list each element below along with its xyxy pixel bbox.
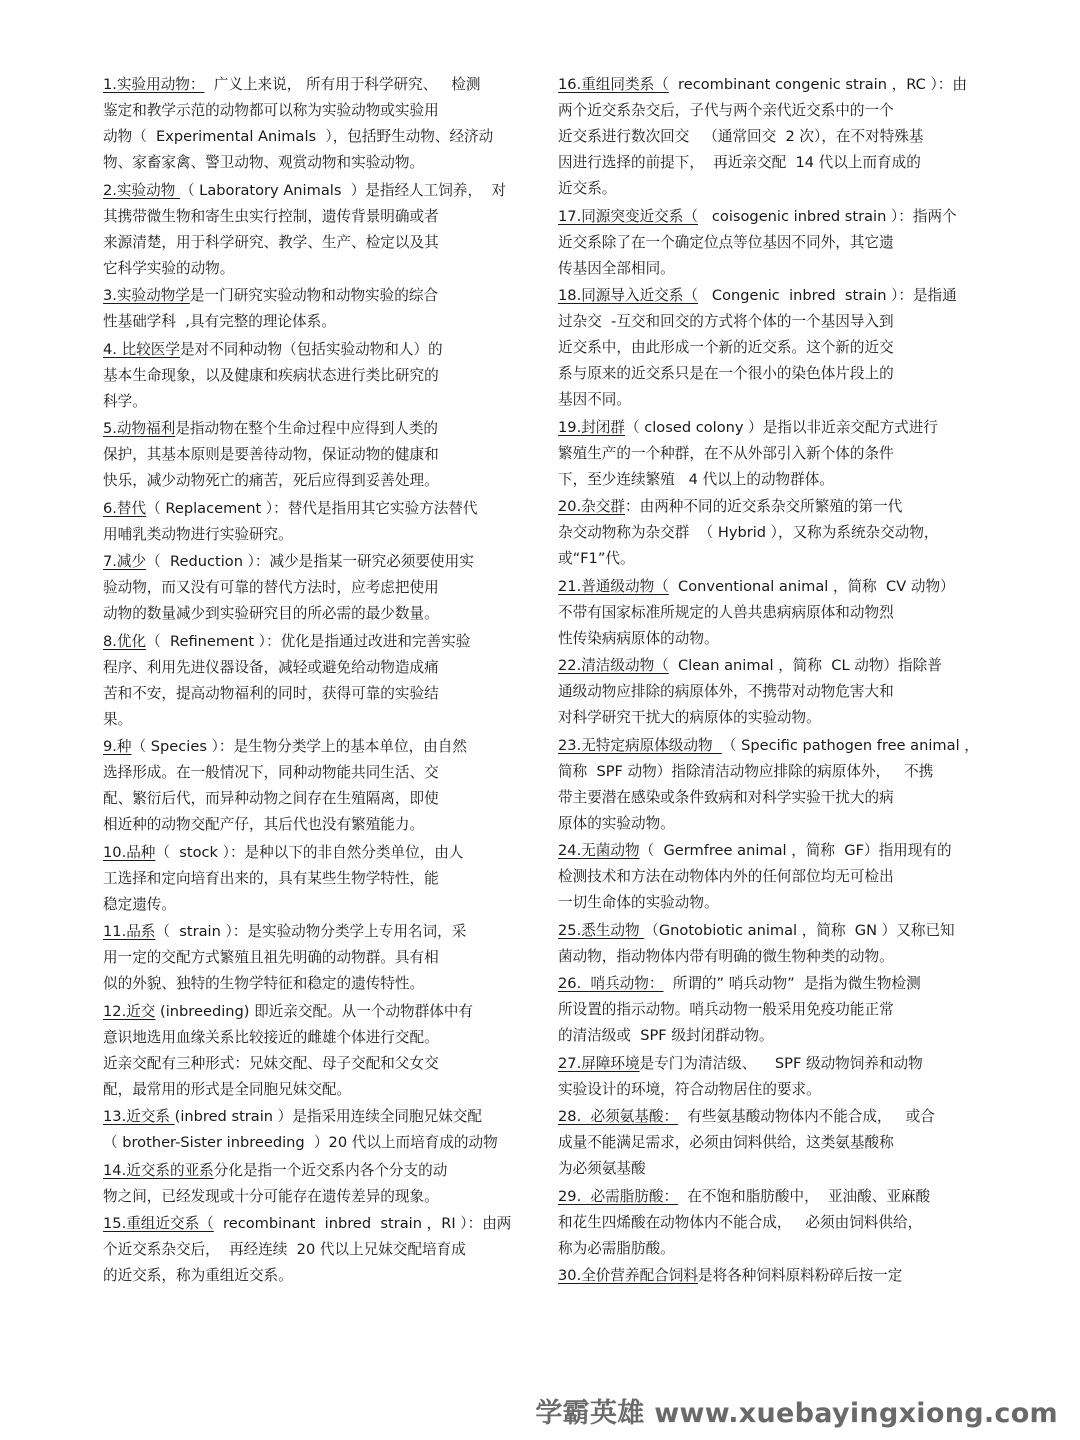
definition-entry (558, 1104, 978, 1182)
definition-entry (558, 838, 978, 916)
entry-line: 为必须氨基酸 (558, 1160, 646, 1177)
definition-entry (103, 283, 523, 335)
entry-first-line (558, 494, 978, 520)
definition-entry (103, 72, 523, 176)
entry-term: 19.封闭群 (558, 418, 625, 436)
entry-text: 分化是指一个近交系内各个分支的动 (213, 1161, 448, 1179)
definition-entry (558, 918, 978, 970)
entry-first-line (103, 72, 523, 98)
entry-line: 工选择和定向培育出来的，具有某些生物学特性，能 (103, 869, 439, 887)
definition-entry (103, 1211, 523, 1289)
entry-text: 广义上来说， 所有用于科学研究、 检测 (204, 76, 481, 93)
entry-line: 系与原来的近交系只是在一个很小的染色体片段上的 (558, 365, 894, 382)
entry-line: 成量不能满足需求，必须由饲料供给，这类氨基酸称 (558, 1134, 894, 1151)
entry-first-line (103, 1104, 523, 1130)
entry-first-line (103, 416, 523, 442)
entry-text: 是将各种饲料原料粉碎后按一定 (697, 1267, 903, 1284)
entry-text: 有些氨基酸动物体内不能合成， 或合 (678, 1108, 935, 1125)
definition-entry (558, 733, 978, 837)
entry-text: （ Species ）：是生物分类学上的基本单位，由自然 (131, 738, 467, 755)
entry-term: 5.动物福利 (103, 420, 176, 437)
entry-line: 它科学实验的动物。 (103, 259, 235, 277)
entry-first-line (103, 178, 523, 204)
entry-line: 鉴定和教学示范的动物都可以称为实验动物或实验用 (103, 102, 439, 119)
entry-first-line (558, 1051, 978, 1077)
entry-text: (inbred strain ）是指采用连续全同胞兄妹交配 (174, 1108, 482, 1125)
entry-text: （ closed colony ）是指以非近亲交配方式进行 (625, 418, 938, 436)
entry-line: 简称 SPF 动物）指除清洁动物应排除的病原体外， 不携 (558, 762, 934, 780)
entry-line: 杂交动物称为杂交群 （ Hybrid ），又称为系统杂交动物， (558, 524, 939, 541)
entry-line: 过杂交 -互交和回交的方式将个体的一个基因导入到 (558, 313, 894, 330)
entry-line: 动物（ Experimental Animals ），包括野生动物、经济动 (103, 128, 494, 145)
definition-entry (103, 416, 523, 494)
entry-text: （ stock ）：是种以下的非自然分类单位，由人 (155, 843, 464, 861)
definition-entry (558, 72, 978, 202)
entry-text: （ Replacement ）：替代是指用其它实验方法替代 (146, 499, 478, 517)
definition-entry (103, 549, 523, 627)
entry-term: 18.同源导入近交系（ (558, 287, 698, 304)
entry-line: 实验设计的环境，符合动物居住的要求。 (558, 1080, 821, 1098)
entry-first-line (103, 629, 523, 655)
definition-entry (103, 999, 523, 1103)
entry-line: 意识地选用血缘关系比较接近的雌雄个体进行交配。 (103, 1028, 439, 1046)
entry-first-line (103, 496, 523, 522)
entry-line: 配，最常用的形式是全同胞兄妹交配。 (103, 1080, 352, 1098)
entry-text: 是一门研究实验动物和动物实验的综合 (189, 287, 439, 304)
definition-entry (558, 653, 978, 731)
entry-text: 是对不同种动物（包括实验动物和人）的 (179, 340, 443, 358)
entry-first-line (558, 1104, 978, 1130)
entry-term: 3.实验动物学 (103, 287, 190, 304)
definition-entry (558, 1184, 978, 1262)
entry-first-line (558, 733, 978, 759)
entry-line: 物之间，已经发现或十分可能存在遗传差异的现象。 (103, 1187, 439, 1205)
entry-text: （ Refinement ）：优化是指通过改进和完善实验 (146, 632, 471, 650)
definition-entry (103, 840, 523, 918)
entry-line: 原体的实验动物。 (558, 814, 675, 832)
entry-text: （Gnotobiotic animal ，简称 GN ）又称已知 (644, 921, 955, 939)
definition-entry (558, 204, 978, 282)
entry-line: 和花生四烯酸在动物体内不能合成， 必须由饲料供给， (558, 1213, 923, 1231)
entry-term: 2.实验动物 (103, 181, 180, 199)
definition-entry (558, 1051, 978, 1103)
entry-line: 的近交系，称为重组近交系。 (103, 1267, 293, 1284)
definition-entry (103, 734, 523, 838)
entry-line: 菌动物，指动物体内带有明确的微生物种类的动物。 (558, 947, 894, 965)
entry-text: ：由两种不同的近交系杂交所繁殖的第一代 (625, 498, 903, 515)
entry-text: （ Specific pathogen free animal ， (721, 736, 979, 754)
entry-line: 似的外貌、独特的生物学特征和稳定的遗传特性。 (103, 975, 425, 992)
entry-term: 14.近交系的亚系 (103, 1161, 214, 1179)
entry-line: 近亲交配有三种形式：兄妹交配、母子交配和父女交 (103, 1054, 439, 1072)
entry-text: （ Reduction ）：减少是指某一研究必须要使用实 (146, 553, 474, 570)
entry-term: 7.减少 (103, 553, 147, 570)
entry-line: 所设置的指示动物。哨兵动物一般采用免疫功能正常 (558, 1001, 894, 1018)
definition-entry (558, 1263, 978, 1289)
entry-line: 选择形成。在一般情况下，同种动物能共同生活、交 (103, 764, 439, 781)
entry-line: 基本生命现象，以及健康和疾病状态进行类比研究的 (103, 366, 439, 384)
entry-first-line (558, 204, 978, 230)
entry-line: （ brother-Sister inbreeding ）20 代以上而培育成的动物 (103, 1134, 498, 1151)
definition-entry (103, 1104, 523, 1156)
entry-line: 带主要潜在感染或条件致病和对科学实验干扰大的病 (558, 788, 894, 806)
entry-line: 称为必需脂肪酸。 (558, 1239, 675, 1257)
entry-first-line (558, 838, 978, 864)
entry-first-line (103, 1211, 523, 1237)
entry-term: 17.同源突变近交系（ (558, 207, 698, 225)
entry-first-line (103, 283, 523, 309)
entry-line: 近交系。 (558, 180, 617, 197)
entry-term: 21.普通级动物（ (558, 577, 669, 595)
entry-first-line (558, 1263, 978, 1289)
entry-line: 快乐，减少动物死亡的痛苦，死后应得到妥善处理。 (103, 472, 439, 489)
entry-line: 一切生命体的实验动物。 (558, 894, 719, 911)
entry-line: 近交系除了在一个确定位点等位基因不同外，其它遗 (558, 233, 894, 251)
entry-line: 苦和不安，提高动物福利的同时，获得可靠的实验结 (103, 684, 439, 702)
entry-line: 基因不同。 (558, 391, 631, 408)
entry-term: 30.全价营养配合饲料 (558, 1267, 698, 1284)
entry-term: 15.重组近交系（ (103, 1215, 214, 1232)
entry-text: （ strain ）：是实验动物分类学上专用名词，采 (155, 923, 467, 940)
entry-line: 对科学研究干扰大的病原体的实验动物。 (558, 709, 821, 726)
entry-line: 物、家畜家禽、警卫动物、观赏动物和实验动物。 (103, 154, 425, 171)
entry-text: recombinant congenic strain ，RC ）：由 (668, 76, 967, 93)
entry-term: 16.重组同类系（ (558, 76, 669, 93)
entry-line: 保护，其基本原则是要善待动物，保证动物的健康和 (103, 446, 439, 463)
entry-first-line (103, 1158, 523, 1184)
entry-term: 8.优化 (103, 632, 147, 650)
entry-term: 9.种 (103, 738, 132, 755)
entry-line: 验动物，而又没有可靠的替代方法时，应考虑把使用 (103, 579, 439, 596)
entry-first-line (558, 918, 978, 944)
entry-text: （ Laboratory Animals ）是指经人工饲养， 对 (179, 181, 506, 199)
entry-line: 繁殖生产的一个种群，在不从外部引入新个体的条件 (558, 444, 894, 462)
entry-line: 其携带微生物和寄生虫实行控制，遗传背景明确或者 (103, 207, 439, 225)
entry-term: 28. 必须氨基酸： (558, 1108, 679, 1125)
entry-text: 是指动物在整个生命过程中应得到人类的 (175, 420, 439, 437)
entry-first-line (558, 653, 978, 679)
entry-line: 科学。 (103, 392, 147, 410)
entry-term: 10.品种 (103, 843, 156, 861)
entry-line: 配、繁衍后代，而异种动物之间存在生殖隔离，即使 (103, 790, 439, 807)
entry-term: 25.悉生动物 (558, 921, 645, 939)
entry-text: Clean animal ，简称 CL 动物）指除普 (668, 657, 942, 674)
entry-text: 所谓的” 哨兵动物” 是指为微生物检测 (663, 975, 921, 992)
watermark: 学霸英雄 www.xuebayingxiong.com (535, 1398, 1058, 1429)
entry-first-line (558, 574, 978, 600)
entry-line: 个近交系杂交后， 再经连续 20 代以上兄妹交配培育成 (103, 1241, 466, 1258)
entry-term: 13.近交系 (103, 1108, 175, 1125)
entry-line: 近交系中，由此形成一个新的近交系。这个新的近交 (558, 339, 894, 356)
entry-text: 在不饱和脂肪酸中， 亚油酸、亚麻酸 (678, 1187, 931, 1205)
entry-term: 27.屏障环境 (558, 1054, 640, 1072)
entry-first-line (103, 999, 523, 1025)
entry-first-line (103, 919, 523, 945)
entry-text: recombinant inbred strain ，RI ）：由两 (213, 1215, 512, 1232)
entry-line: 用一定的交配方式繁殖且祖先明确的动物群。具有相 (103, 949, 439, 966)
entry-line: 果。 (103, 710, 133, 728)
definition-entry (103, 629, 523, 733)
entry-term: 20.杂交群 (558, 498, 625, 515)
entry-line: 来源清楚，用于科学研究、教学、生产、检定以及其 (103, 233, 439, 251)
entry-text: (inbreeding) 即近亲交配。从一个动物群体中有 (155, 1002, 474, 1020)
entry-term: 26. 哨兵动物： (558, 975, 664, 992)
entry-first-line (558, 1184, 978, 1210)
definition-entry (103, 1158, 523, 1210)
definition-entry (558, 283, 978, 413)
entry-line: 程序、利用先进仪器设备，减轻或避免给动物造成痛 (103, 658, 439, 676)
definition-entry (103, 178, 523, 282)
definition-entry (558, 415, 978, 493)
entry-line: 动物的数量减少到实验研究目的所必需的最少数量。 (103, 605, 439, 622)
entry-line: 相近种的动物交配产仔，其后代也没有繁殖能力。 (103, 816, 425, 833)
entry-first-line (103, 734, 523, 760)
entry-term: 1.实验用动物： (103, 76, 205, 93)
entry-term: 4. 比较医学 (103, 340, 180, 358)
entry-text: Congenic inbred strain ）：是指通 (697, 287, 957, 304)
definition-entry (558, 494, 978, 572)
entry-term: 24.无菌动物 (558, 842, 640, 859)
entry-term: 23.无特定病原体级动物 (558, 736, 722, 754)
definition-entry (103, 919, 523, 997)
entry-first-line (558, 72, 978, 98)
entry-text: coisogenic inbred strain ）：指两个 (697, 207, 957, 225)
entry-line: 性基础学科 ,具有完整的理论体系。 (103, 313, 336, 330)
entry-term: 29. 必需脂肪酸： (558, 1187, 679, 1205)
entry-line: 性传染病病原体的动物。 (558, 629, 719, 647)
entry-line: 下，至少连续繁殖 4 代以上的动物群体。 (558, 470, 834, 488)
right-column (558, 72, 978, 1291)
entry-line: 两个近交系杂交后，子代与两个亲代近交系中的一个 (558, 102, 894, 119)
entry-first-line (558, 283, 978, 309)
entry-text: （ Germfree animal ，简称 GF）指用现有的 (639, 842, 952, 859)
definition-entry (103, 496, 523, 548)
entry-line: 通级动物应排除的病原体外，不携带对动物危害大和 (558, 683, 894, 700)
definition-entry (103, 337, 523, 415)
definition-entry (558, 971, 978, 1049)
entry-first-line (103, 549, 523, 575)
definition-entry (558, 574, 978, 652)
entry-term: 6.替代 (103, 499, 147, 517)
entry-line: 不带有国家标准所规定的人兽共患病病原体和动物烈 (558, 603, 894, 621)
entry-line: 因进行选择的前提下， 再近亲交配 14 代以上而育成的 (558, 154, 921, 171)
left-column (103, 72, 523, 1291)
entry-term: 22.清洁级动物（ (558, 657, 669, 674)
entry-text: 是专门为清洁级、 SPF 级动物饲养和动物 (639, 1054, 923, 1072)
entry-first-line (103, 840, 523, 866)
entry-line: 或“F1”代。 (558, 550, 635, 567)
entry-text: Conventional animal ，简称 CV 动物） (668, 577, 955, 595)
entry-line: 检测技术和方法在动物体内外的任何部位均无可检出 (558, 868, 894, 885)
entry-line: 传基因全部相同。 (558, 259, 675, 277)
entry-first-line (558, 971, 978, 997)
entry-line: 近交系进行数次回交 （通常回交 2 次），在不对特殊基 (558, 128, 924, 145)
entry-line: 稳定遗传。 (103, 895, 176, 913)
entry-line: 的清洁级或 SPF 级封闭群动物。 (558, 1027, 774, 1044)
entry-first-line (558, 415, 978, 441)
entry-term: 12.近交 (103, 1002, 156, 1020)
entry-line: 用哺乳类动物进行实验研究。 (103, 525, 293, 543)
entry-first-line (103, 337, 523, 363)
entry-term: 11.品系 (103, 923, 156, 940)
